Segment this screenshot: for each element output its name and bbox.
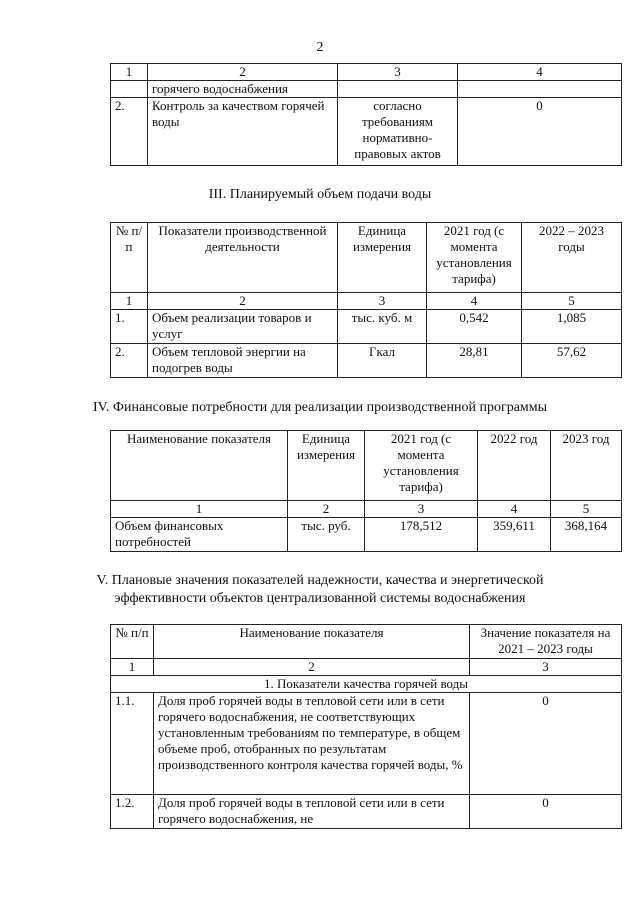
col-number: 1	[111, 501, 288, 518]
table-row	[111, 310, 622, 344]
col-number: 4	[478, 501, 551, 518]
row-value: 57,62	[522, 344, 622, 378]
table-header-row	[111, 625, 622, 659]
row-text: Доля проб горячей воды в тепловой сети или в сети горячего водоснабжения, не	[154, 795, 470, 829]
col-number: 2	[148, 64, 338, 81]
empty-cell	[338, 81, 458, 98]
row-number: 1.2.	[111, 795, 154, 829]
col-number: 2	[154, 659, 470, 676]
col-number: 1	[111, 659, 154, 676]
row-number: 1.1.	[111, 693, 154, 795]
header-cell: 2022 – 2023 годы	[522, 223, 622, 293]
col-number: 4	[427, 293, 522, 310]
empty-cell	[111, 81, 148, 98]
group-title-row	[111, 676, 622, 693]
row-value: 28,81	[427, 344, 522, 378]
section-heading: V. Плановые значения показателей надежности, качества и энергетической	[96, 573, 544, 588]
col-number: 2	[148, 293, 338, 310]
table-row	[111, 795, 622, 829]
col-number: 5	[522, 293, 622, 310]
col-number: 1	[111, 64, 148, 81]
header-cell: 2023 год	[551, 431, 622, 501]
section-heading: IV. Финансовые потребности для реализации производственной программы	[92, 400, 548, 415]
header-cell: Показатели производственной деятельности	[148, 223, 338, 293]
header-cell: Единица измерения	[338, 223, 427, 293]
row-number: 2.	[111, 98, 148, 166]
row-value: 0,542	[427, 310, 522, 344]
row-value: 368,164	[551, 518, 622, 552]
row-unit: Гкал	[338, 344, 427, 378]
header-cell: Значение показателя на 2021 – 2023 годы	[470, 625, 622, 659]
section-heading: эффективности объектов централизованной системы водоснабжения	[114, 591, 526, 606]
col-number: 3	[365, 501, 478, 518]
header-cell: № п/п	[111, 625, 154, 659]
col-number: 4	[458, 64, 622, 81]
table-row	[111, 693, 622, 795]
table-header-row	[111, 431, 622, 501]
header-cell: 2022 год	[478, 431, 551, 501]
header-cell: 2021 год (с момента установления тарифа)	[365, 431, 478, 501]
water-volume-table	[110, 222, 622, 378]
table-row	[111, 98, 622, 166]
cell-text: горячего водоснабжения	[148, 81, 338, 98]
header-cell: № п/п	[111, 223, 148, 293]
row-name: Объем тепловой энергии на подогрев воды	[148, 344, 338, 378]
col-number: 1	[111, 293, 148, 310]
table-row	[111, 518, 622, 552]
header-cell: Наименование показателя	[111, 431, 288, 501]
indicators-table	[110, 624, 622, 829]
row-name: Объем финансовых потребностей	[111, 518, 288, 552]
continuation-table	[110, 63, 622, 166]
table-header-row	[111, 223, 622, 293]
header-cell: Единица измерения	[288, 431, 365, 501]
row-number: 1.	[111, 310, 148, 344]
row-name: Объем реализации товаров и услуг	[148, 310, 338, 344]
row-value: 178,512	[365, 518, 478, 552]
header-cell: 2021 год (с момента установления тарифа)	[427, 223, 522, 293]
row-unit: тыс. куб. м	[338, 310, 427, 344]
row-measure: согласно требованиям нормативно-правовых актов	[338, 98, 458, 166]
row-value: 0	[470, 795, 622, 829]
row-value: 0	[470, 693, 622, 795]
table-row	[111, 81, 622, 98]
group-title: 1. Показатели качества горячей воды	[111, 676, 622, 693]
row-value: 0	[458, 98, 622, 166]
column-numbers-row	[111, 659, 622, 676]
financial-needs-table	[110, 430, 622, 552]
row-name: Контроль за качеством горячей воды	[148, 98, 338, 166]
column-numbers-row	[111, 501, 622, 518]
table-row	[111, 344, 622, 378]
table-header-row	[111, 64, 622, 81]
column-numbers-row	[111, 293, 622, 310]
col-number: 3	[338, 293, 427, 310]
section-heading: III. Планируемый объем подачи воды	[208, 187, 432, 202]
row-number: 2.	[111, 344, 148, 378]
row-value: 1,085	[522, 310, 622, 344]
row-value: 359,611	[478, 518, 551, 552]
empty-cell	[458, 81, 622, 98]
row-text: Доля проб горячей воды в тепловой сети или в сети горячего водоснабжения, не соответствующих установленным требованиям по температуре, в общем объеме проб, отобранных по результатам производственного контроля качества горячей воды, %	[154, 693, 470, 795]
page-number: 2	[316, 40, 324, 55]
row-unit: тыс. руб.	[288, 518, 365, 552]
col-number: 3	[338, 64, 458, 81]
col-number: 2	[288, 501, 365, 518]
header-cell: Наименование показателя	[154, 625, 470, 659]
col-number: 3	[470, 659, 622, 676]
col-number: 5	[551, 501, 622, 518]
